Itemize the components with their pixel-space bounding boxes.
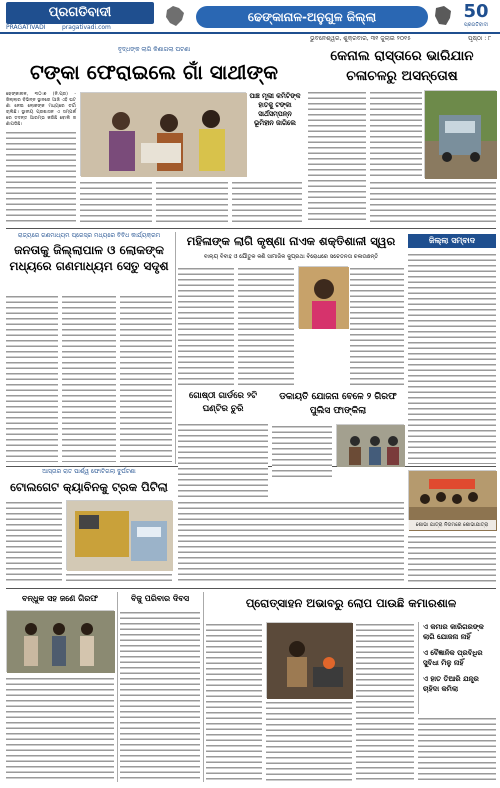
women-subhead-wrap (178, 252, 404, 264)
dacoity-photo-art (337, 425, 405, 467)
procession-caption: ଶୋଭା ଯାତ୍ରା ନିଗମରେ ଶୋଭାଯାତ୍ରା (408, 520, 496, 530)
section-rule-1 (6, 228, 496, 229)
gosti-headline-wrap (178, 390, 268, 420)
lead-photo (80, 92, 246, 176)
divider-vertical-3 (203, 592, 204, 782)
lead-headline-wrap (6, 58, 302, 88)
smithy-body-col4 (418, 716, 496, 782)
toll-photo-art (67, 501, 173, 571)
newspaper-logo[interactable]: ପ୍ରଗତିବାଦୀ (6, 2, 154, 24)
lead-body-col4 (232, 180, 302, 224)
bridge-body-col1 (6, 294, 58, 462)
women-headline-wrap (178, 232, 404, 252)
logo-roman: PRAGATIVADI (6, 24, 46, 31)
district-map-icon (164, 4, 186, 28)
bijay-headline-wrap (120, 592, 200, 608)
bridge-headline-wrap (6, 242, 172, 292)
toll-body-col2 (66, 572, 172, 584)
arrest-photo-art (7, 611, 115, 673)
toll-kicker-wrap (6, 468, 172, 478)
bullet-item-2: ଏ ବୈଜ୍ଞାନିକ ପ୍ରବିଧିର ସୁବିଧା ମିଳୁ ନାହିଁ (423, 649, 483, 667)
canal-headline-wrap (308, 46, 496, 88)
lead-body-col3 (156, 180, 228, 224)
bijay-headline[interactable]: ବିଜୁ ପରିବାର ଦିବସ (130, 594, 190, 603)
lead-subhead: ପାଞ୍ଚ ମୂଲୀ କମିଟିଙ୍କ ହାତକୁ ଟଙ୍କା ସାର୍ଥସମ୍ପନ୍ନ ଭୂମିହୀନ ଜାଗିଲେ (249, 92, 301, 127)
bridge-body-col2 (62, 294, 116, 462)
dateline: ଭୁବନେଶ୍ୱର, ଶୁକ୍ରବାର, ୩୧ ଜୁଲାଇ ୨୦୧୫ (310, 35, 411, 42)
page-number: ପୃଷ୍ଠା : ୮ (468, 35, 492, 42)
canal-body-col3 (370, 180, 496, 224)
lead-body-col1-lines (6, 130, 76, 222)
edition-title: ଢେଙ୍କାନାଳ-ଅନୁଗୁଳ ଜିଲ୍ଲା (196, 6, 428, 28)
toll-body-col1 (6, 500, 62, 582)
toll-headline-wrap (6, 478, 172, 498)
arrest-photo (6, 610, 114, 672)
lead-body-col2 (80, 180, 152, 224)
section-rule-3 (6, 588, 496, 589)
women-body-col2 (238, 266, 294, 386)
toll-truck-photo (66, 500, 172, 570)
bullet-item-1: ଏ କମାର କାରିଗରଙ୍କ ଲାଗି ଯୋଜନା ନାହିଁ (423, 623, 484, 641)
masthead (0, 0, 500, 34)
lead-subhead-box (248, 92, 302, 176)
women-body-col1 (178, 266, 234, 386)
divider-vertical-2 (117, 592, 118, 782)
gosti-headline[interactable]: ଗୋଷ୍ଠୀ ଗାର୍ଡରେ ୨ଟି ଘଣ୍ଟିର ଚୁରି (188, 391, 258, 414)
smithy-headline-wrap (206, 592, 496, 618)
anniversary-badge (456, 2, 496, 28)
bijay-body (120, 610, 200, 782)
district-news-body (408, 252, 496, 464)
toll-headline[interactable]: ଟୋଲଗେଟ କ୍ୟାବିନକୁ ଟ୍ରକ ପିଟିଲା (10, 480, 168, 494)
canal-truck-photo (424, 90, 496, 178)
lead-photo-people (81, 93, 247, 177)
arrest-headline[interactable]: ବନ୍ଧୁକ ସହ ଜଣେ ଗିରଫ (21, 594, 98, 603)
dacoity-headline-wrap (272, 390, 404, 422)
lead-kicker: ବୃଦ୍ଧଙ୍କ ଲାଗି କିଣାଗଲା ଘଟଣା (117, 46, 191, 53)
bridge-kicker-wrap (6, 232, 172, 242)
arrest-body (6, 676, 114, 782)
dacoity-body-col1 (272, 424, 332, 480)
anniversary-number: 50 (463, 1, 489, 22)
procession-body (408, 534, 496, 584)
bridge-body-col3 (120, 294, 172, 462)
lead-body-col1: ଢେଙ୍କାନାଳ, ୩୦।୭ (ନି.ପ୍ର) - ଜିଲ୍ଲାର ବିଭିନ୍ନ ସ୍ଥାନରେ ଆଜି ଏହି ଘଟଣା ନେଇ ଲୋକଙ୍କ ମଧ୍ୟରେ ଚର୍ଚ୍ଚା ଚାଲିଛି। ସ୍ଥାନୀୟ ପ୍ରଶାସନ ଏ ସମ୍ପର୍କରେ ତଦନ୍ତ ଆରମ୍ଭ କରିଛି ବୋଲି ଜଣାପଡିଛି। (6, 92, 76, 127)
anniversary-label: ପ୍ରଗତିବାଦୀ (463, 22, 488, 28)
smithy-photo (266, 622, 352, 698)
smithy-body-col2 (266, 700, 352, 782)
women-subhead: ବାଲ୍ୟ ବିବାହ ଓ ଯୌତୁକ କଣି ସାମାଜିକ କୁପ୍ରଥା ବିରୋଧରେ ସଚେତନତା ଚଳାଉଛନ୍ତି (203, 254, 379, 260)
women-portrait (298, 266, 348, 328)
district-map-icon-right (432, 4, 454, 28)
canal-headline[interactable]: କେନାଲ ରାସ୍ତାରେ ଭାରିଯାନ ଚଳାଚଳରୁ ଅସନ୍ତୋଷ (330, 48, 474, 84)
women-body-col3 (350, 266, 404, 386)
smithy-body-col3 (356, 622, 414, 782)
smithy-body-col1 (206, 622, 262, 782)
portrait-art (299, 267, 349, 329)
divider-vertical-1 (175, 232, 176, 464)
gosti-body (178, 422, 268, 498)
center-mid-body (178, 500, 404, 584)
smithy-headline[interactable]: ପ୍ରୋତ୍ସାହନ ଅଭାବରୁ ଲୋପ ପାଉଛି କମାରଶାଳ (245, 596, 457, 610)
dacoity-photo (336, 424, 404, 466)
bridge-headline[interactable]: ଜନତାକୁ ଜିଲ୍ଲାପାଳ ଓ ଲୋକଙ୍କ ମଧ୍ୟରେ ଗଣମାଧ୍ୟମ ସେତୁ ସଦୃଶ (9, 243, 169, 273)
women-headline[interactable]: ମହିଳାଙ୍କ ଲାଗି କୃଷ୍ଣା ନାଏକ ଶକ୍ତିଶାଳୀ ସ୍ୱର (186, 234, 396, 248)
toll-kicker: ଆସ୍ତାର ରାତ ପାର୍ଶ୍ୱ ଫୋଟିଗଲା ଦୁର୍ଘଟଣା (42, 468, 136, 475)
lead-headline[interactable]: ଟଙ୍କା ଫେରାଇଲେ ଗାଁ ସାଥୀଙ୍କ (29, 60, 278, 84)
district-news-title: ଜିଲ୍ଲା ସମ୍ବାଦ (408, 234, 496, 248)
truck-photo-art (425, 91, 497, 179)
website-text: pragativadi.com (62, 24, 111, 31)
canal-body-col1 (308, 90, 366, 224)
bridge-kicker: ରାଜ୍ୟରେ ଗଣମାଧ୍ୟମ ପ୍ରେସ୍‌ର ମଧ୍ୟରେ ବିବିଧ କାର୍ଯ୍ୟକ୍ରମ (17, 232, 161, 239)
dacoity-headline[interactable]: ଡକାୟତି ଯୋଜନା ବେଳେ ୨ ଗିରଫ ପୁଲିସ ଫାଙ୍କିଲା (279, 392, 397, 416)
smithy-bullets (418, 622, 496, 714)
smithy-photo-art (267, 623, 353, 699)
arrest-headline-wrap (6, 592, 114, 608)
canal-body-col2 (370, 90, 422, 176)
bullet-item-3: ଏ ହାତ ତିଆରି ଯନ୍ତ୍ର ଚାହିଦା କମିଲା (423, 675, 479, 693)
